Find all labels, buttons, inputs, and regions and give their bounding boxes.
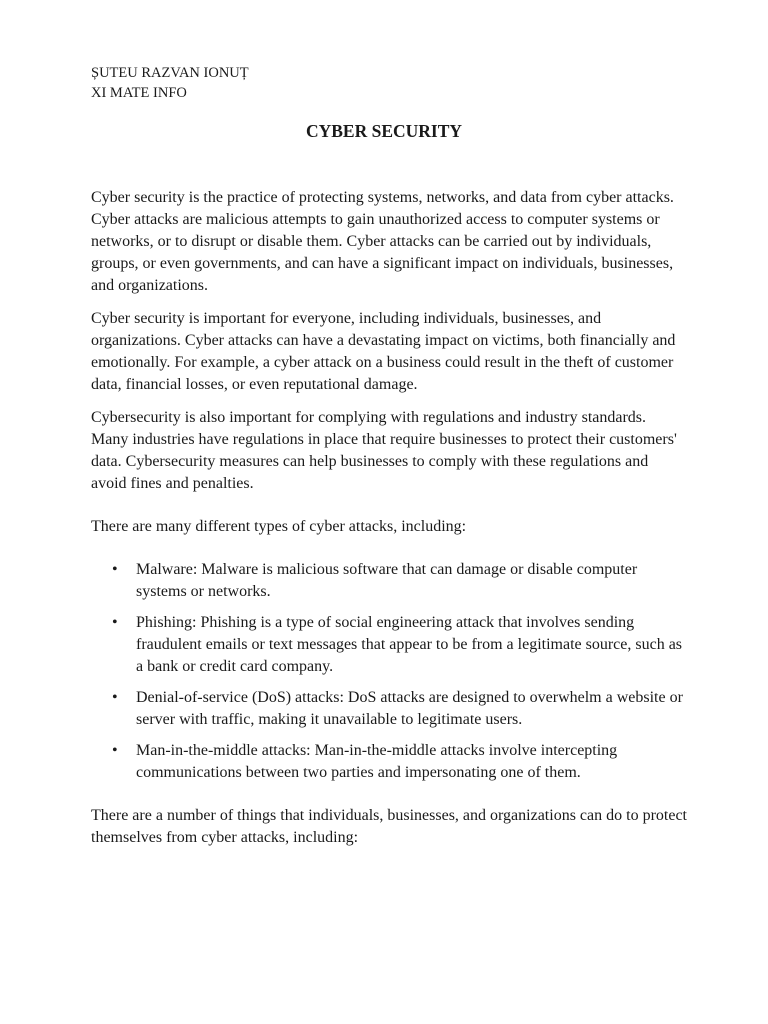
- bullet-icon: •: [112, 561, 118, 578]
- paragraph-protection-intro: There are a number of things that individuals, businesses, and organizations can do to protect themselves from cyber attacks, including:: [91, 807, 687, 846]
- paragraph-importance: Cyber security is important for everyone, including individuals, businesses, and organizations. Cyber attacks can have a devastating impact on victims, both financially and emotionally. For example, a cyber attack on a business could result in the theft of customer data, financial losses, or even reputational damage.: [91, 310, 676, 393]
- list-item-text: Malware: Malware is malicious software that can damage or disable computer systems or networks.: [136, 561, 638, 600]
- document-header: [91, 63, 249, 103]
- paragraph-intro: Cyber security is the practice of protecting systems, networks, and data from cyber attacks. Cyber attacks are malicious attempts to gain unauthorized access to computer systems or networks, or to disrupt or disable them. Cyber attacks can be carried out by individuals, groups, or even governments, and can have a significant impact on individuals, businesses, and organizations.: [91, 189, 674, 294]
- list-item: [91, 687, 687, 731]
- document-body: [91, 187, 687, 849]
- document-title: CYBER SECURITY: [305, 121, 463, 141]
- author-name: ȘUTEU RAZVAN IONUȚ: [91, 65, 249, 81]
- list-item-text: Denial-of-service (DoS) attacks: DoS attacks are designed to overwhelm a website or server with traffic, making it unavailable to legitimate users.: [136, 689, 683, 728]
- paragraph-compliance: Cybersecurity is also important for complying with regulations and industry standards. Many industries have regulations in place that require businesses to protect their customers' data. Cybersecurity measures can help businesses to comply with these regulations and avoid fines and penalties.: [91, 409, 677, 492]
- list-item-text: Man-in-the-middle attacks: Man-in-the-middle attacks involve intercepting communications between two parties and impersonating one of them.: [136, 742, 618, 781]
- bullet-icon: •: [112, 689, 118, 706]
- paragraph-attack-types-intro: There are many different types of cyber attacks, including:: [91, 518, 467, 535]
- list-item: [91, 559, 687, 603]
- attack-types-list: [91, 559, 687, 784]
- list-item: [91, 612, 687, 678]
- bullet-icon: •: [112, 614, 118, 631]
- class-name: XI MATE INFO: [91, 85, 187, 101]
- bullet-icon: •: [112, 742, 118, 759]
- list-item-text: Phishing: Phishing is a type of social engineering attack that involves sending fraudulent emails or text messages that appear to be from a legitimate source, such as a bank or credit card company.: [136, 614, 683, 675]
- list-item: [91, 740, 687, 784]
